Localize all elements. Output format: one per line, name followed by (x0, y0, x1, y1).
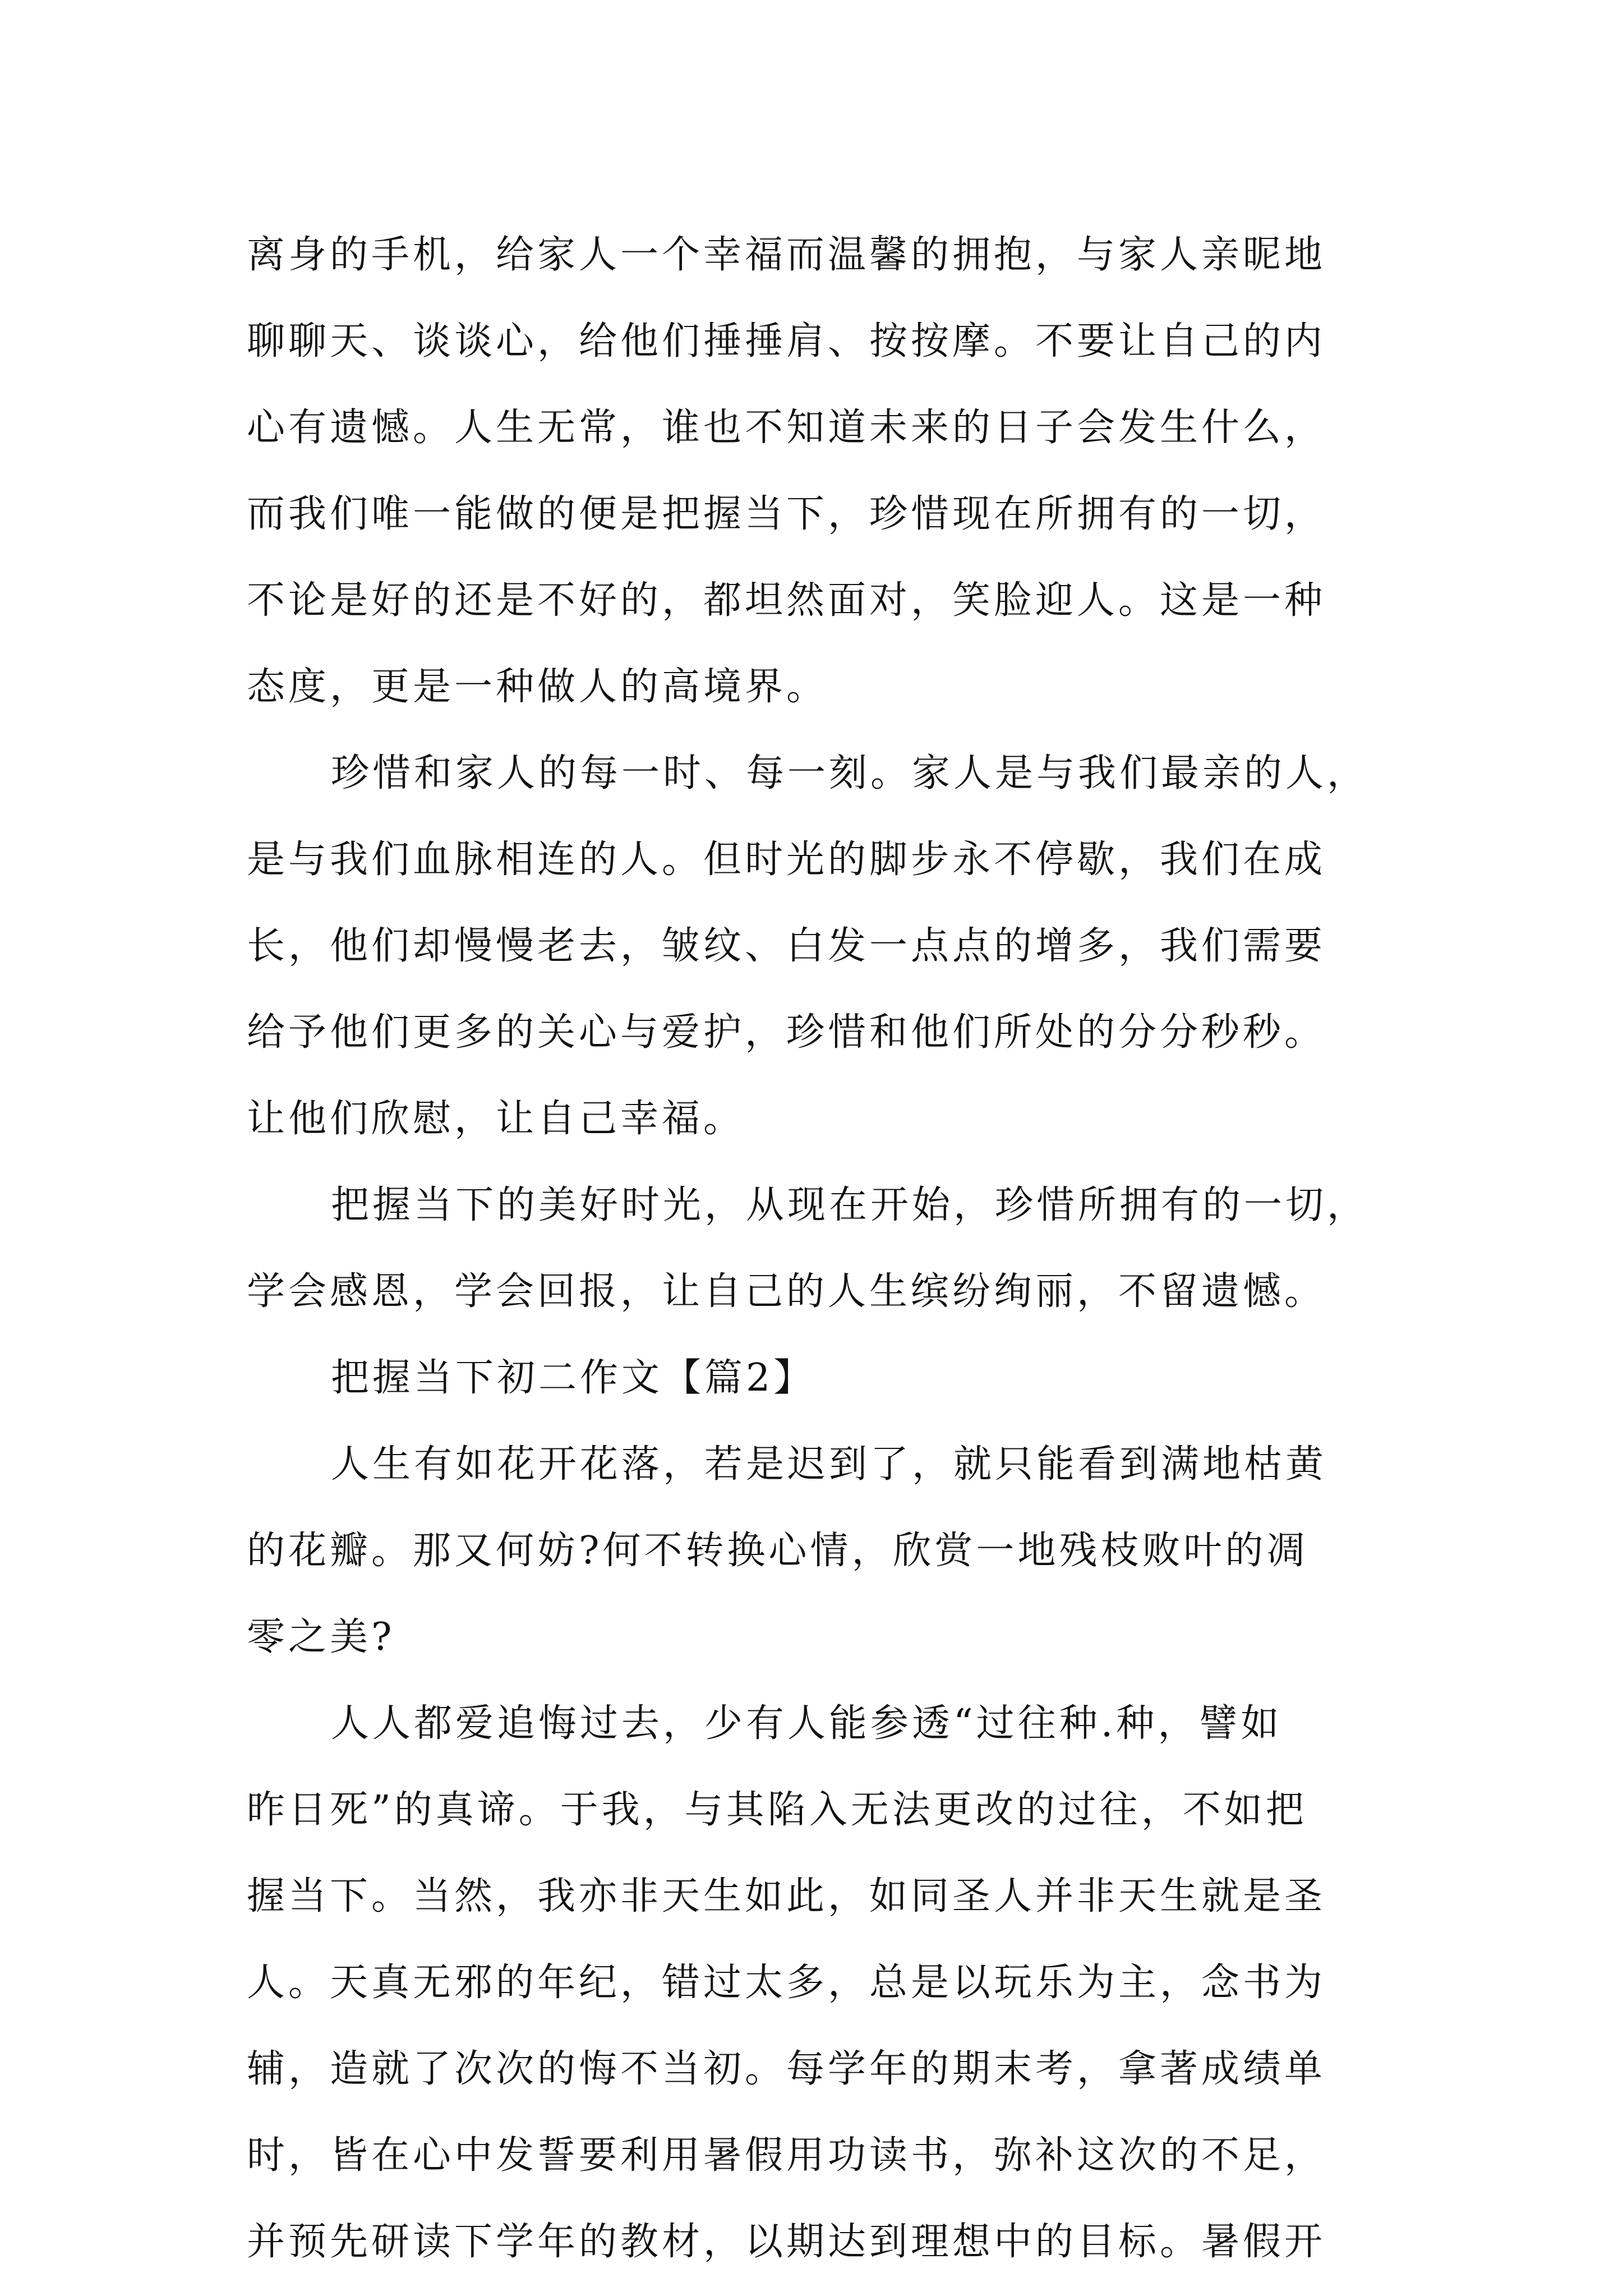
paragraph-first-line: 人生有如花开花落，若是迟到了，就只能看到满地枯黄 (331, 1442, 1327, 1487)
text-line: 聊聊天、谈谈心，给他们捶捶肩、按按摩。不要让自己的内 (247, 319, 1326, 364)
paragraph-first-line: 珍惜和家人的每一时、每一刻。家人是与我们最亲的人， (331, 751, 1369, 795)
text-line: 离身的手机，给家人一个幸福而温馨的拥抱，与家人亲昵地 (247, 233, 1326, 277)
section-heading: 把握当下初二作文【篇2】 (331, 1356, 815, 1400)
text-line: 而我们唯一能做的便是把握当下，珍惜现在所拥有的一切， (247, 492, 1326, 536)
text-line: 学会感恩，学会回报，让自己的人生缤纷绚丽，不留遗憾。 (247, 1269, 1326, 1314)
text-line: 辅，造就了次次的悔不当初。每学年的期末考，拿著成绩单 (247, 2047, 1326, 2091)
text-line: 心有遗憾。人生无常，谁也不知道未来的日子会发生什么， (247, 406, 1326, 450)
paragraph-first-line: 人人都爱追悔过去，少有人能参透“过往种.种，譬如 (331, 1701, 1283, 1746)
text-line: 握当下。当然，我亦非天生如此，如同圣人并非天生就是圣 (247, 1874, 1326, 1918)
text-line: 昨日死”的真谛。于我，与其陷入无法更改的过往，不如把 (247, 1788, 1307, 1832)
text-line: 是与我们血脉相连的人。但时光的脚步永不停歇，我们在成 (247, 838, 1326, 882)
text-line: 态度，更是一种做人的高境界。 (247, 665, 828, 709)
text-line: 人。天真无邪的年纪，错过太多，总是以玩乐为主，念书为 (247, 1961, 1326, 2005)
text-line: 零之美? (247, 1615, 395, 1659)
text-line: 长，他们却慢慢老去，皱纹、白发一点点的增多，我们需要 (247, 924, 1326, 968)
text-line: 让他们欣慰，让自己幸福。 (247, 1097, 745, 1141)
text-line: 时，皆在心中发誓要利用暑假用功读书，弥补这次的不足， (247, 2133, 1326, 2178)
text-line: 不论是好的还是不好的，都坦然面对，笑脸迎人。这是一种 (247, 578, 1326, 623)
document-body (247, 212, 1402, 2285)
text-line: 并预先研读下学年的教材，以期达到理想中的目标。暑假开 (247, 2220, 1326, 2264)
text-line: 给予他们更多的关心与爱护，珍惜和他们所处的分分秒秒。 (247, 1010, 1326, 1055)
paragraph-first-line: 把握当下的美好时光，从现在开始，珍惜所拥有的一切， (331, 1183, 1369, 1227)
text-line: 的花瓣。那又何妨?何不转换心情，欣赏一地残枝败叶的凋 (247, 1529, 1308, 1573)
